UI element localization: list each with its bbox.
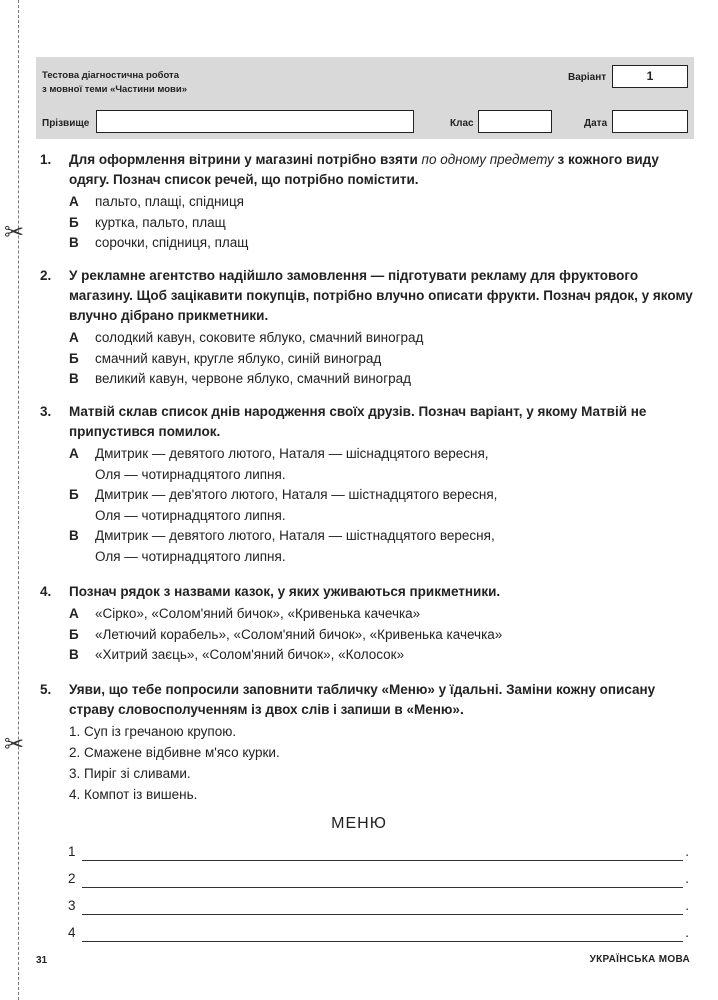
answer-option[interactable]: В «Хитрий заєць», «Солом'яний бичок», «Колосок» — [69, 647, 405, 662]
question-text: Уяви, що тебе попросили заповнити табличку «Меню» у їдальні. Заміни кожну описану страву словосполученням із двох слів і запиши в «Меню». — [69, 682, 656, 717]
answer-option[interactable]: А солодкий кавун, соковите яблуко, смачний виноград — [69, 330, 424, 345]
question-number: 5. — [40, 682, 52, 697]
list-item: 1. Суп із гречаною крупою. — [69, 724, 237, 739]
date-field[interactable] — [612, 110, 688, 133]
variant-label: Варіант — [568, 72, 607, 83]
question-2 — [40, 266, 700, 390]
question-text: У рекламне агентство надійшло замовлення — підготувати рекламу для фруктового магазину. Щоб зацікавити покупців, потрібно влучно описати фрукти. Познач рядок, у якому влучно дібрано прикметники. — [69, 268, 693, 323]
list-item: 2. Смажене відбивне м'ясо курки. — [69, 745, 280, 760]
answer-option[interactable]: А Дмитрик — девятого лютого, Наталя — шіснадцятого вересня, Оля — чотирнадцятого липня. — [69, 446, 489, 482]
answer-option[interactable]: Б Дмитрик — дев'ятого лютого, Наталя — шістнадцятого вересня, Оля — чотирнадцятого липня. — [69, 487, 498, 523]
question-number: 4. — [40, 584, 52, 599]
question-number: 3. — [40, 404, 52, 419]
page-number: 31 — [36, 955, 48, 966]
question-1 — [40, 150, 700, 254]
menu-title: МЕНЮ — [331, 815, 387, 832]
scissors-icon: ✂ — [4, 731, 25, 758]
menu-line-1[interactable]: 1 . — [68, 844, 689, 859]
answer-option[interactable]: Б куртка, пальто, плащ — [69, 214, 226, 230]
surname-field[interactable] — [96, 110, 414, 133]
question-3 — [40, 402, 700, 567]
answer-option[interactable]: А пальто, плащі, спідниця — [69, 194, 244, 209]
scissors-icon: ✂ — [4, 219, 25, 246]
question-number: 2. — [40, 268, 52, 283]
menu-line-3[interactable]: 3 . — [68, 898, 689, 913]
answer-option[interactable]: Б смачний кавун, кругле яблуко, синій виноград — [69, 350, 382, 366]
question-5 — [40, 680, 700, 805]
test-title: Тестова діагностична робота з мовної теми «Частини мови» — [42, 70, 187, 95]
question-text: Матвій склав список днів народження своїх друзів. Познач варіант, у якому Матвій не припустився помилок. — [69, 404, 647, 439]
surname-label: Прізвище — [42, 118, 90, 129]
date-label: Дата — [584, 118, 608, 129]
answer-option[interactable]: В великий кавун, червоне яблуко, смачний виноград — [69, 371, 412, 386]
variant-field[interactable]: 1 — [612, 65, 688, 88]
class-field[interactable] — [478, 110, 552, 133]
answer-option[interactable]: Б «Летючий корабель», «Солом'яний бичок», «Кривенька качечка» — [69, 626, 503, 642]
menu-line-4[interactable]: 4 . — [68, 925, 689, 940]
question-text: Для оформлення вітрини у магазині потрібно взяти по одному предмету з кожного виду одягу. Познач список речей, що потрібно помістити. — [69, 152, 659, 187]
list-item: 3. Пиріг зі сливами. — [69, 766, 191, 781]
test-header — [36, 57, 694, 139]
question-4 — [40, 582, 700, 666]
list-item: 4. Компот із вишень. — [69, 787, 198, 802]
cut-line — [18, 0, 19, 1000]
question-text: Познач рядок з назвами казок, у яких уживаються прикметники. — [69, 584, 501, 599]
answer-option[interactable]: В Дмитрик — девятого лютого, Наталя — шістнадцятого вересня, Оля — чотирнадцятого липня. — [69, 528, 495, 564]
answer-option[interactable]: А «Сірко», «Солом'яний бичок», «Кривенька качечка» — [69, 606, 421, 621]
subject-label: УКРАЇНСЬКА МОВА — [589, 954, 690, 965]
question-number: 1. — [40, 152, 52, 167]
answer-option[interactable]: В сорочки, спідниця, плащ — [69, 235, 249, 250]
class-label: Клас — [450, 118, 474, 129]
menu-line-2[interactable]: 2 . — [68, 871, 689, 886]
